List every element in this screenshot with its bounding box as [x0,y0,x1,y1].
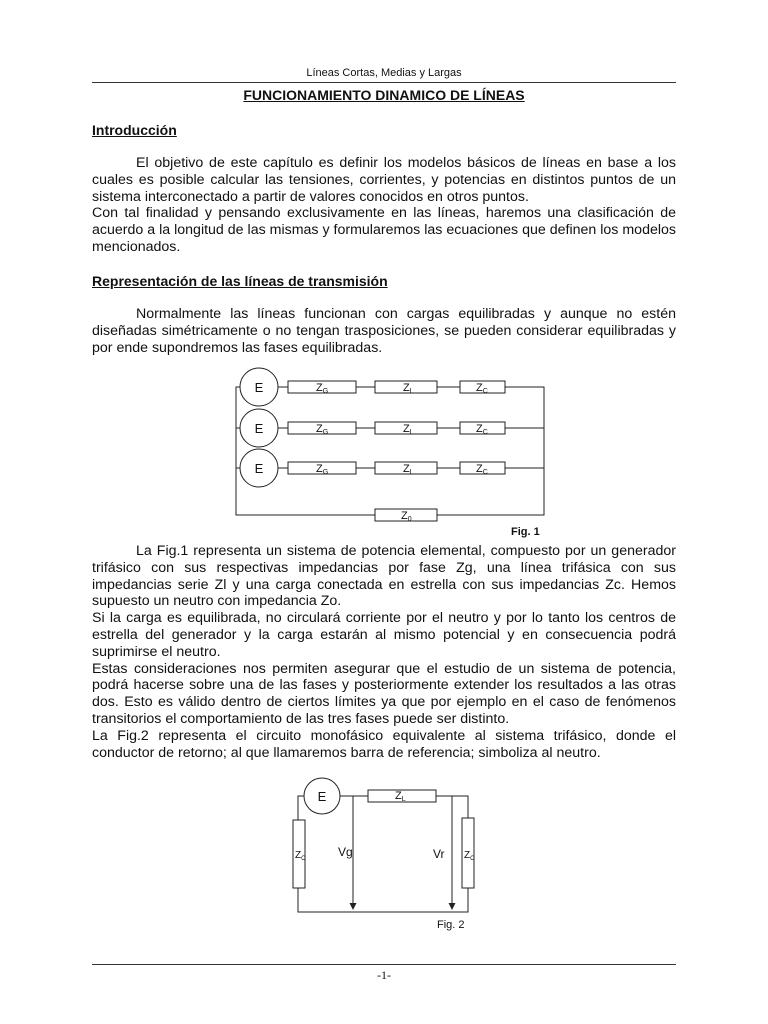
zc-right-label: $Z_C$ [464,850,475,862]
representation-paragraph-1: Normalmente las líneas funcionan con cargas equilibradas y aunque no estén diseñadas simétricamente o no tengan trasposiciones, se pueden considerar equilibradas y por ende supondremos las fases equilibradas. [92,306,676,356]
zg-label-3: ZG [316,463,329,476]
zl-label: ZL [395,790,406,803]
running-header: Líneas Cortas, Medias y Largas [306,67,462,79]
page-number: -1- [377,968,391,982]
vg-label: Vg [338,845,353,859]
generator-label: E [317,789,327,804]
generator-label-2: E [254,421,264,436]
zg-label-1: ZG [316,382,329,395]
zl-label-2: ZL [403,423,414,436]
intro-paragraph-2: Con tal finalidad y pensando exclusivamente en las líneas, haremos una clasificación de acuerdo a la longitud de las mismas y formularemos las ecuaciones que definen los modelos mencionados. [92,205,676,255]
zl-label-1: ZL [403,382,414,395]
figure-1-caption: Fig. 1 [511,526,540,538]
intro-paragraph-1: El objetivo de este capítulo es definir los modelos básicos de líneas en base a los cuales es posible calcular las tensiones, corrientes, y potencias en distintos puntos de un sistema interconectado a partir de valores conocidos en otros puntos. [92,155,676,205]
footer-rule [92,964,676,965]
generator-label-3: E [254,461,264,476]
z0-label: Z0 [401,510,412,523]
zl-label-3: ZL [403,463,414,476]
section-heading-representation: Representación de las líneas de transmisión [92,273,388,289]
figure-2-caption: Fig. 2 [437,919,465,931]
reference-bus [298,888,468,912]
page-title: FUNCIONAMIENTO DINAMICO DE LÍNEAS [243,87,525,103]
section-heading-intro: Introducción [92,122,177,138]
zg-label-2: ZG [316,423,329,436]
body-paragraph-1: La Fig.1 representa un sistema de potencia elemental, compuesto por un generador trifásico con sus respectivas impedancias por fase Zg, una línea trifásica con sus impedancias serie Zl y una carga conectada en estrella con sus impedancias Zc. Hemos supuesto un neutro con impedancia Zo. [92,543,676,610]
zc-label-3: ZC [476,463,488,476]
zc-label-2: ZC [476,423,488,436]
body-paragraph-3: Estas consideraciones nos permiten asegurar que el estudio de un sistema de potencia, podrá hacerse sobre una de las fases y posteriormente extender los resultados a las otras dos. Esto es válido dentro de ciertos límites ya que por ejemplo en el caso de fenómenos transitorios el comportamiento de las tres fases puede ser distinto. [92,660,676,727]
generator-label-1: E [254,380,264,395]
body-paragraph-4: La Fig.2 representa el circuito monofásico equivalente al sistema trifásico, donde el conductor de retorno; al que llamaremos barra de referencia; simboliza al neutro. [92,727,676,761]
zc-label-1: ZC [476,382,488,395]
left-top-wire [298,796,304,820]
body-paragraph-2: Si la carga es equilibrada, no circulará corriente por el neutro y por lo tanto los centros de estrella del generador y la carga estarán al mismo potencial y en consecuencia podrá suprimirse el neutro. [92,610,676,660]
zc-left-label: $Z_C$ [295,850,306,862]
vr-label: Vr [433,847,445,861]
